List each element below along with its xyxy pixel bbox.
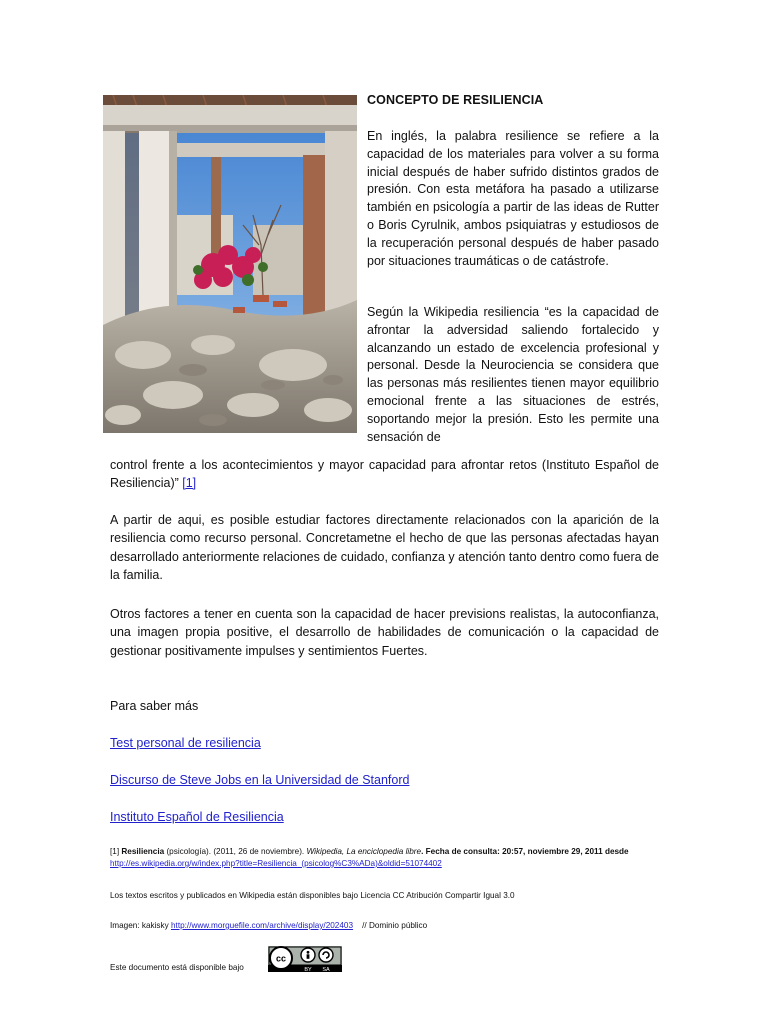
link-instituto-espanol-resiliencia[interactable]: Instituto Español de Resiliencia [110, 810, 284, 824]
footnote-source: Wikipedia, La enciclopedia libre [306, 847, 422, 856]
creative-commons-by-sa-icon[interactable] [268, 946, 342, 972]
footnote-reference-link[interactable]: [1] [182, 476, 197, 490]
license-note: Los textos escritos y publicados en Wikipedia están disponibles bajo Licencia CC Atribución Compartir Igual 3.0 [110, 891, 515, 900]
link-test-personal-resiliencia[interactable]: Test personal de resiliencia [110, 736, 261, 750]
more-info-label: Para saber más [110, 699, 199, 713]
footnote-citation [110, 846, 655, 870]
footnote-url-link[interactable]: http://es.wikipedia.org/w/index.php?title=Resiliencia_(psicolog%C3%ADa)&oldid=51074402 [110, 859, 442, 868]
cc-badge-label: cc [275, 953, 287, 964]
cc-badge-by: BY [304, 967, 312, 972]
ruins-photo [103, 95, 357, 433]
document-title: CONCEPTO DE RESILIENCIA [367, 93, 544, 107]
paragraph-wikipedia-definition-continued [110, 456, 659, 492]
footnote-title: Resiliencia [121, 847, 165, 856]
paragraph-tail-text: control frente a los acontecimientos y mayor capacidad para afrontar retos (Instituto Español de Resiliencia)” [110, 458, 659, 490]
image-credit-license: // Dominio público [353, 921, 428, 930]
paragraph-intro: En inglés, la palabra resilience se refiere a la capacidad de los materiales para volver a su forma inicial después de haber sufrido distintos grados de presión. Con esta metáfora ha pasado a utilizarse también en psicología a partir de las ideas de Rutter o Boris Cyrulnik, ambos psiquiatras y estudiosos de la recuperación personal después de haber pasado por situaciones traumáticas o de catástrofe. [367, 129, 659, 268]
paragraph-factors: A partir de aqui, es posible estudiar factores directamente relacionados con la aparición de la resiliencia como recurso personal. Concretametne el hecho de que las personas afectadas hayan desarrollado anteriormente relaciones de cuidado, confianza y atención tanto dentro como fuera de la familia. [110, 513, 659, 583]
image-credit-url-link[interactable]: http://www.morguefile.com/archive/display/202403 [170, 921, 354, 930]
availability-note: Este documento está disponible bajo [110, 963, 244, 972]
image-credit-author: Imagen: kakisky [110, 921, 171, 930]
footnote-date: (psicología). (2011, 26 de noviembre). [164, 847, 307, 856]
cc-badge-sa: SA [322, 967, 330, 972]
image-credit [110, 920, 655, 932]
link-discurso-steve-jobs[interactable]: Discurso de Steve Jobs en la Universidad de Stanford [110, 773, 410, 787]
paragraph-other-factors: Otros factores a tener en cuenta son la capacidad de hacer previsions realistas, la autoconfianza, una imagen propia positive, el desarrollo de habilidades de comunicación o la capacidad de gestionar positivamente impulses y sentimientos Fuertes. [110, 607, 659, 658]
footnote-accessed: . Fecha de consulta: 20:57, noviembre 29, 2011 desde [421, 847, 629, 856]
footnote-ref: [1] [110, 847, 122, 856]
paragraph-wikipedia-definition: Según la Wikipedia resiliencia “es la capacidad de afrontar la adversidad saliendo fortalecido y alcanzando un estado de excelencia profesional y personal. Desde la Neurociencia se considera que las personas más resilientes tienen mayor equilibrio emocional frente a las situaciones de estrés, soportando mejor la presión. Esto les permite una sensación de [367, 305, 659, 444]
